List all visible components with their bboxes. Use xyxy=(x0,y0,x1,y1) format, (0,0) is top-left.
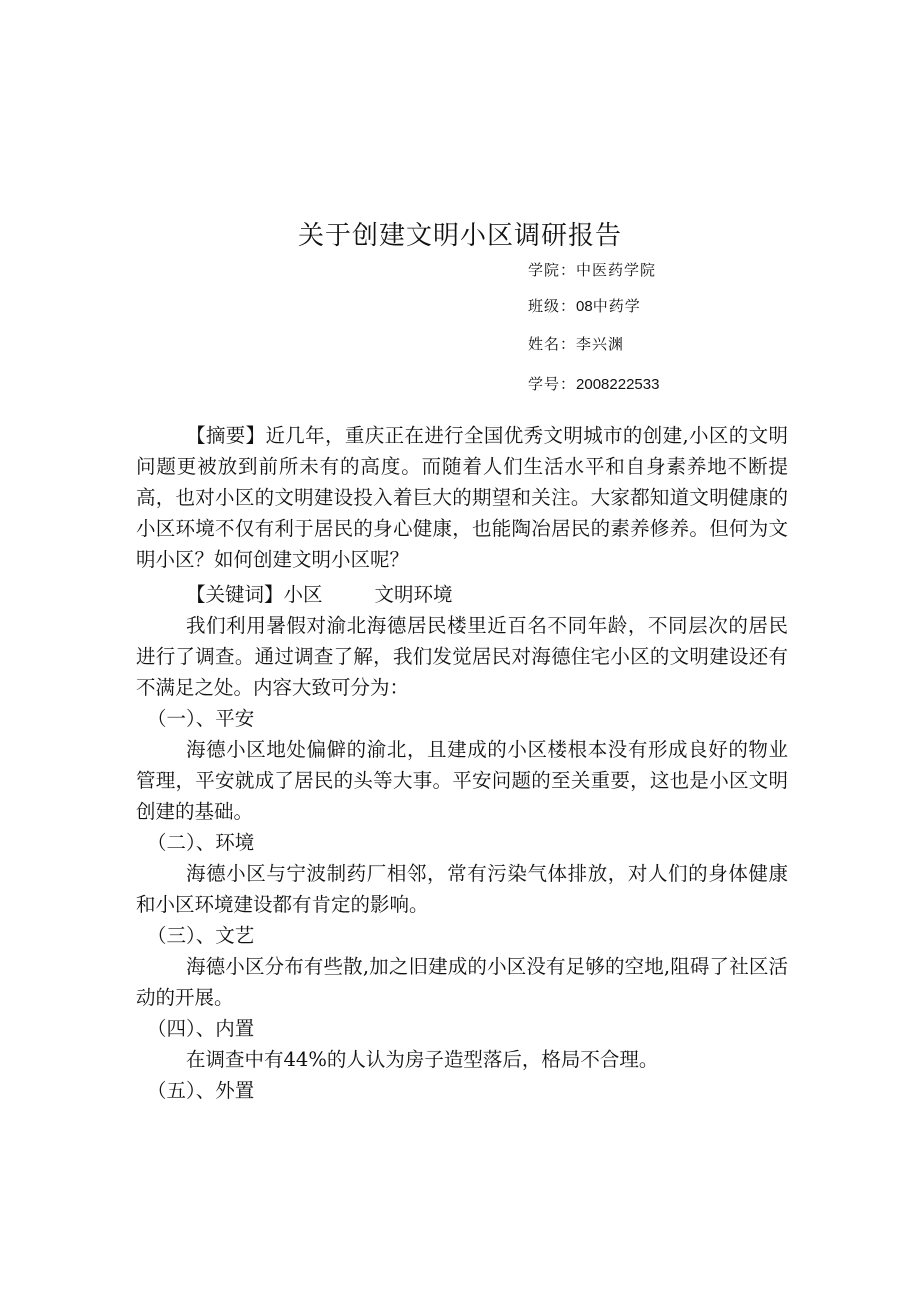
class-label: 班级： xyxy=(528,297,577,315)
document-title: 关于创建文明小区调研报告 xyxy=(297,221,622,251)
section-body: 海德小区分布有些散,加之旧建成的小区没有足够的空地,阻碍了社区活动的开展。 xyxy=(136,955,788,1009)
meta-name xyxy=(528,333,624,355)
name-value: 李兴渊 xyxy=(576,335,625,353)
class-name: 中药学 xyxy=(592,297,641,315)
section-heading: （二）、环境 xyxy=(147,831,255,854)
id-value: 2008222533 xyxy=(576,376,660,393)
meta-college xyxy=(528,259,656,281)
meta-class xyxy=(528,295,641,318)
section-heading: （五）、外置 xyxy=(147,1079,255,1102)
keywords-terms: 文明环境 xyxy=(374,583,453,606)
keywords-line xyxy=(186,579,453,610)
college-value: 中医药学院 xyxy=(576,261,657,279)
abstract-paragraph: 【摘要】近几年，重庆正在进行全国优秀文明城市的创建,小区的文明问题更被放到前所未有的高度。而随着人们生活水平和自身素养地不断提高，也对小区的文明建设投入着巨大的期望和关注。大家都知道文明健康的小区环境不仅有利于居民的身心健康，也能陶冶居民的素养修养。但何为文明小区？如何创建文明小区呢？ xyxy=(136,424,788,571)
section-body: 海德小区地处偏僻的渝北，且建成的小区楼根本没有形成良好的物业管理，平安就成了居民的头等大事。平安问题的至关重要，这也是小区文明创建的基础。 xyxy=(136,738,788,823)
class-number: 08 xyxy=(576,298,593,315)
section-body: 在调查中有44%的人认为房子造型落后，格局不合理。 xyxy=(186,1048,659,1071)
section-heading: （三）、文艺 xyxy=(147,924,255,947)
id-label: 学号： xyxy=(528,375,577,393)
intro-paragraph: 我们利用暑假对渝北海德居民楼里近百名不同年龄，不同层次的居民进行了调查。通过调查了解，我们发觉居民对海德住宅小区的文明建设还有不满足之处。内容大致可分为： xyxy=(136,614,788,699)
meta-student-id xyxy=(528,373,659,396)
section-body: 海德小区与宁波制药厂相邻，常有污染气体排放，对人们的身体健康和小区环境建设都有肯定的影响。 xyxy=(136,862,788,916)
college-label: 学院： xyxy=(528,261,577,279)
section-heading: （四）、内置 xyxy=(147,1017,255,1040)
section-heading: （一）、平安 xyxy=(147,707,255,730)
keywords-label: 【关键词】小区 xyxy=(186,583,323,606)
name-label: 姓名： xyxy=(528,335,577,353)
